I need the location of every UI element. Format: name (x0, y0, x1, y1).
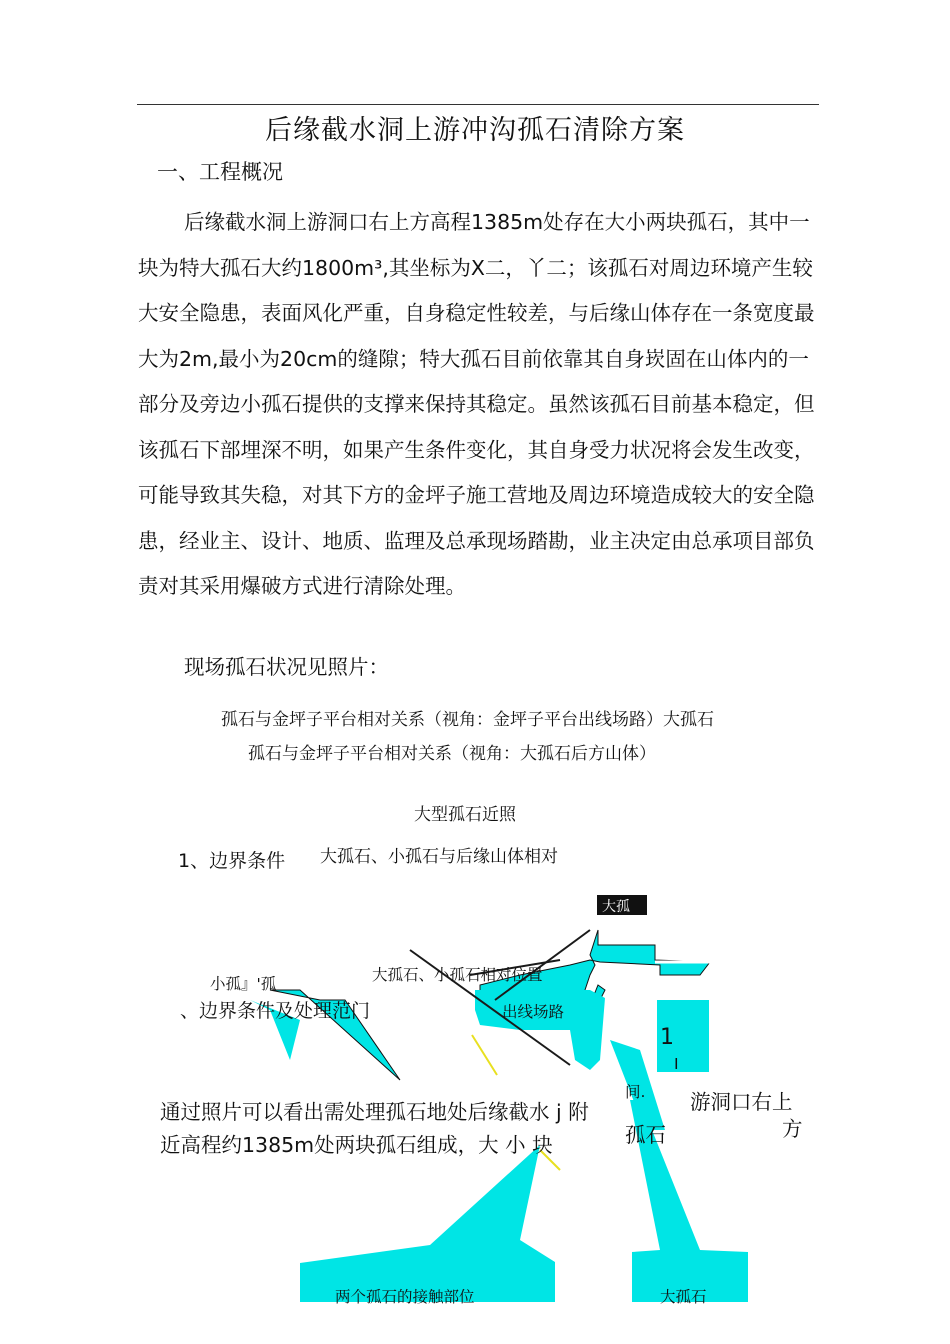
box-mark: I (674, 1055, 679, 1073)
section-heading: 一、工程概况 (157, 160, 283, 184)
fragment-2: 孤石 (625, 1123, 666, 1147)
caption-4-left: 1、边界条件 (178, 850, 286, 872)
photo-intro: 现场孤石状况见照片： (184, 655, 389, 679)
relative-position-label: 大孤石、小孤石相对位置 (372, 966, 543, 984)
fragment-1: 间. (625, 1083, 646, 1101)
boundary-label: 、边界条件及处理范门 (180, 1000, 371, 1022)
callout-top-right-label: 大孤 (602, 899, 630, 915)
through-text: 通过照片可以看出需处理孤石地处后缘截水 j 附 (160, 1100, 589, 1124)
document-title: 后缘截水洞上游冲沟孤石清除方案 (265, 115, 685, 146)
paragraph-text: 后缘截水洞上游洞口右上方高程1385m处存在大小两块孤石，其中一块为特大孤石大约1800m³,其坐标为X二，丫二；该孤石对周边环境产生较大安全隐患，表面风化严重，自身稳定性较差，与后缘山体存在一条宽度最大为2m,最小为20cm的缝隙；特大孤石目前依靠其自身崁固在山体内的一部分及旁边小孤石提供的支撑来保持其稳定。虽然该孤石目前基本稳定，但该孤石下部埋深不明，如果产生条件变化，其自身受力状况将会发生改变，可能导致其失稳，对其下方的金坪子施工营地及周边环境造成较大的安全隐患，经业主、设计、地质、监理及总承现场踏勘，业主决定由总承项目部负责对其采用爆破方式进行清除处理。 (138, 210, 815, 598)
fragment-3: 游洞口右上 (690, 1090, 793, 1114)
contact-label: 两个孤石的接触部位 (335, 1288, 475, 1306)
callout-contact-pointer (300, 1145, 555, 1302)
yellow-line-1 (472, 1035, 497, 1075)
caption-4-right: 大孤石、小孤石与后缘山体相对 (320, 847, 558, 867)
big-stone-label: 大孤石 (660, 1288, 707, 1306)
box-number: 1 (660, 1025, 674, 1050)
fragment-4: 方 (782, 1117, 803, 1141)
small-stone-label: 小孤』'孤 (210, 975, 277, 993)
caption-1: 孤石与金坪子平台相对关系（视角：金坪子平台出线场路）大孤石 (221, 710, 714, 730)
road-label: 出线场路 (502, 1003, 565, 1021)
caption-3: 大型孤石近照 (414, 805, 516, 825)
near-text: 近高程约1385m处两块孤石组成，大 小 块 (160, 1133, 553, 1157)
caption-2: 孤石与金坪子平台相对关系（视角：大孤石后方山体） (248, 744, 656, 764)
